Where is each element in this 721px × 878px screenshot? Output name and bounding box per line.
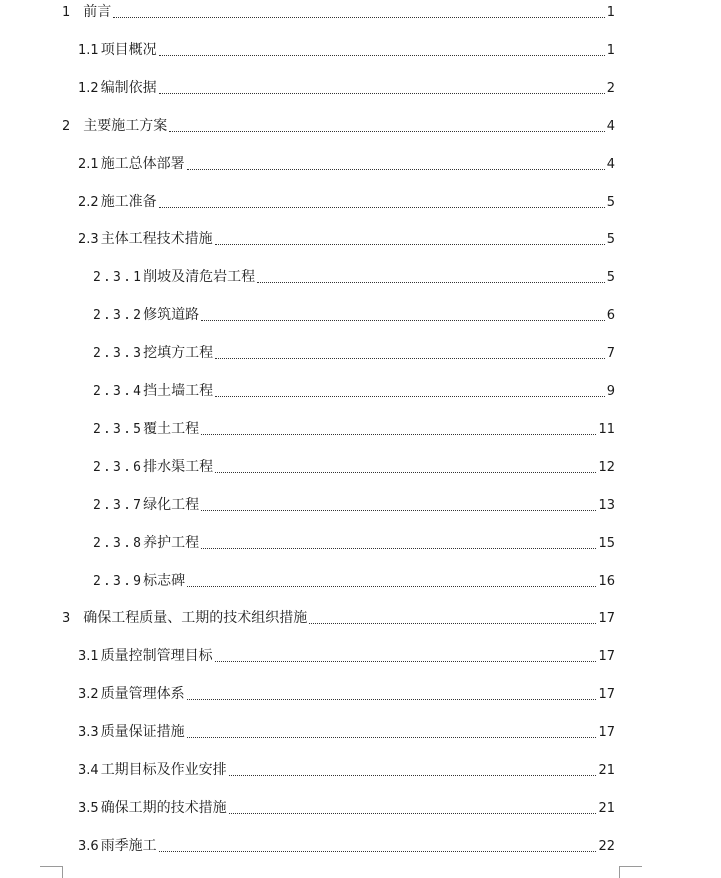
toc-entry-page-number: 1 (606, 42, 615, 58)
toc-dot-leader (201, 510, 596, 511)
toc-entry[interactable] (78, 758, 615, 780)
toc-entry-title: 挡土墙工程 (143, 383, 214, 399)
toc-entry[interactable] (93, 303, 615, 325)
toc-entry-label (78, 79, 157, 98)
toc-entry[interactable] (93, 417, 615, 439)
toc-dot-leader (187, 586, 596, 587)
toc-entry-page-number: 17 (598, 611, 615, 627)
toc-entry-number: 2.3.9 (93, 573, 144, 589)
toc-entry[interactable] (78, 38, 615, 60)
toc-entry-page-number: 6 (606, 308, 615, 324)
toc-entry-page-number: 22 (598, 838, 615, 854)
toc-entry-page-number: 1 (606, 5, 615, 20)
toc-entry-number: 2.3.1 (93, 270, 144, 286)
toc-entry-label (93, 458, 213, 477)
toc-dot-leader (169, 131, 604, 132)
toc-entry-label (93, 534, 199, 553)
toc-dot-leader (187, 737, 597, 738)
toc-entry-title: 施工准备 (100, 193, 157, 210)
toc-entry-label (93, 420, 199, 439)
toc-entry-page-number: 5 (606, 194, 615, 210)
toc-entry-label (78, 230, 213, 249)
toc-entry-number: 2.3.8 (93, 535, 144, 551)
toc-entry-title: 质量控制管理目标 (100, 648, 213, 665)
toc-entry-number: 2.3 (78, 232, 99, 248)
toc-dot-leader (229, 775, 597, 776)
toc-entry-label (78, 155, 185, 174)
toc-entry-title: 质量管理体系 (100, 686, 185, 703)
toc-entry-number: 2.3.6 (93, 459, 144, 475)
toc-entry-page-number: 5 (606, 232, 615, 248)
toc-entry[interactable] (62, 0, 615, 22)
toc-entry-number: 3.4 (78, 763, 99, 778)
toc-entry-label (78, 837, 157, 856)
toc-entry-label (93, 268, 255, 287)
toc-entry-page-number: 7 (606, 346, 615, 362)
page-corner-mark-left (40, 866, 63, 878)
toc-entry-title: 标志碑 (143, 572, 186, 589)
toc-dot-leader (215, 396, 605, 397)
toc-entry[interactable] (78, 76, 615, 98)
toc-entry-label (93, 306, 199, 325)
toc-entry-title: 确保工程质量、工期的技术组织措施 (83, 610, 308, 627)
toc-entry-page-number: 16 (598, 573, 615, 589)
toc-entry-title: 编制依据 (100, 79, 157, 96)
toc-entry[interactable] (93, 341, 615, 363)
page-corner-mark-right (619, 866, 642, 878)
toc-entry-title: 养护工程 (143, 534, 200, 551)
toc-entry-label (93, 496, 199, 515)
toc-entry-page-number: 9 (606, 384, 615, 399)
toc-entry-page-number: 12 (598, 459, 615, 475)
toc-dot-leader (159, 207, 605, 208)
toc-entry[interactable] (78, 834, 615, 856)
toc-entry-title: 主体工程技术措施 (100, 231, 213, 248)
toc-entry-label (62, 609, 307, 628)
toc-entry-label (78, 193, 157, 212)
toc-dot-leader (215, 661, 597, 662)
toc-entry-number: 3.3 (78, 725, 99, 741)
toc-entry-title: 覆土工程 (143, 420, 200, 437)
toc-entry-page-number: 17 (598, 687, 615, 703)
toc-dot-leader (215, 244, 605, 245)
toc-entry-page-number: 11 (598, 421, 615, 437)
toc-entry-title: 雨季施工 (100, 837, 157, 854)
toc-entry-page-number: 13 (598, 497, 615, 513)
toc-entry-number: 3.6 (78, 838, 99, 854)
toc-entry[interactable] (78, 227, 615, 249)
toc-entry-page-number: 4 (606, 156, 615, 172)
toc-dot-leader (201, 548, 596, 549)
toc-entry-number: 3.1 (78, 649, 99, 665)
toc-entry-label (78, 761, 227, 780)
toc-entry-title: 确保工期的技术措施 (100, 799, 227, 816)
toc-entry-label (93, 572, 185, 591)
toc-entry-title: 修筑道路 (143, 307, 200, 324)
toc-dot-leader (113, 17, 604, 18)
toc-entry-page-number: 5 (606, 270, 615, 286)
toc-entry[interactable] (62, 606, 615, 628)
toc-entry-title: 施工总体部署 (100, 155, 185, 172)
toc-entry-number: 1.2 (78, 80, 99, 96)
toc-entry[interactable] (78, 682, 615, 704)
toc-entry-label (62, 3, 111, 22)
toc-entry-label (62, 117, 167, 136)
toc-entry[interactable] (78, 720, 615, 742)
toc-entry-number: 3.2 (78, 687, 99, 703)
toc-entry-title: 质量保证措施 (100, 724, 185, 741)
toc-entry-title: 绿化工程 (143, 496, 200, 513)
toc-entry-title: 前言 (83, 4, 112, 20)
toc-dot-leader (201, 434, 596, 435)
toc-dot-leader (257, 282, 605, 283)
toc-entry-label (78, 685, 185, 704)
toc-entry-title: 挖填方工程 (143, 345, 214, 362)
toc-dot-leader (215, 472, 596, 473)
toc-entry-label (93, 344, 213, 363)
toc-entry[interactable] (78, 190, 615, 212)
toc-dot-leader (309, 623, 596, 624)
toc-entry[interactable] (62, 114, 615, 136)
toc-entry[interactable] (93, 493, 615, 515)
toc-entry-number: 2.2 (78, 194, 99, 210)
toc-entry[interactable] (93, 569, 615, 591)
toc-entry-number: 1.1 (78, 42, 99, 58)
toc-entry-label (93, 382, 213, 401)
toc-entry[interactable] (78, 152, 615, 174)
toc-entry-label (78, 723, 185, 742)
toc-entry-page-number: 2 (606, 80, 615, 96)
toc-entry-title: 削坡及清危岩工程 (143, 269, 256, 286)
toc-dot-leader (159, 93, 605, 94)
toc-entry-title: 工期目标及作业安排 (100, 762, 227, 778)
toc-entry-label (78, 799, 227, 818)
toc-dot-leader (201, 320, 605, 321)
toc-dot-leader (229, 813, 597, 814)
toc-entry-number: 2.3.5 (93, 421, 144, 437)
toc-entry[interactable] (93, 531, 615, 553)
toc-dot-leader (215, 358, 605, 359)
toc-entry-page-number: 17 (598, 649, 615, 665)
toc-entry-page-number: 21 (598, 800, 615, 816)
toc-entry-page-number: 15 (598, 535, 615, 551)
toc-entry-number: 1 (62, 5, 71, 20)
toc-entry-label (78, 41, 157, 60)
toc-dot-leader (159, 55, 605, 56)
toc-entry-page-number: 4 (606, 118, 615, 134)
toc-entry-number: 2.3.2 (93, 308, 144, 324)
toc-entry-number: 2 (62, 118, 71, 134)
toc-entry-number: 2.3.4 (93, 384, 144, 399)
toc-entry[interactable] (93, 379, 615, 401)
toc-entry-number: 2.1 (78, 156, 99, 172)
toc-entry-number: 2.3.7 (93, 497, 144, 513)
toc-dot-leader (187, 169, 605, 170)
toc-entry[interactable] (93, 455, 615, 477)
toc-entry-number: 2.3.3 (93, 346, 144, 362)
toc-entry-title: 项目概况 (100, 41, 157, 58)
toc-entry[interactable] (78, 796, 615, 818)
toc-entry-title: 排水渠工程 (143, 458, 214, 475)
toc-entry-number: 3.5 (78, 800, 99, 816)
toc-dot-leader (187, 699, 597, 700)
toc-entry-page-number: 17 (598, 725, 615, 741)
toc-entry-label (78, 647, 213, 666)
toc-entry-page-number: 21 (598, 763, 615, 778)
toc-entry-title: 主要施工方案 (83, 117, 168, 134)
toc-entry[interactable] (78, 644, 615, 666)
toc-dot-leader (159, 851, 597, 852)
toc-entry-number: 3 (62, 611, 71, 627)
toc-entry[interactable] (93, 265, 615, 287)
